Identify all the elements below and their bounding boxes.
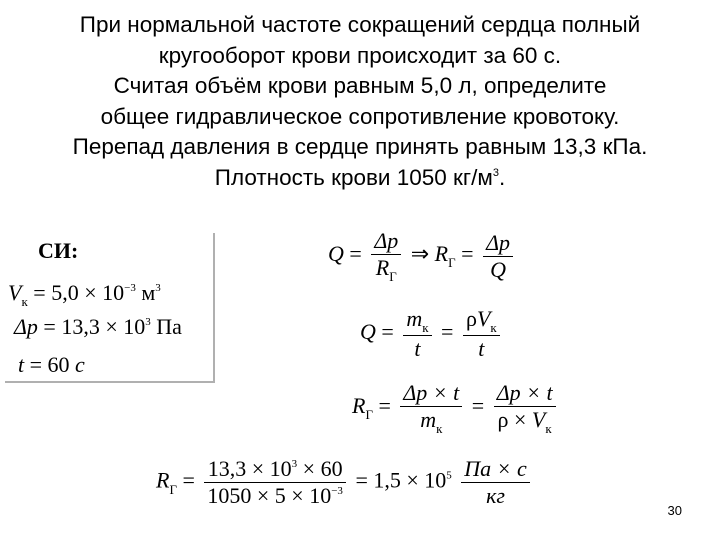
f4-unit-fraction: $\frac{Па \times с}{кг}$ bbox=[461, 456, 530, 509]
f1-numerator: Δp bbox=[371, 228, 401, 255]
formula-numeric-result: $R_Г$ = $\frac{13,3 \times 10^3 \times 60}{1050 \times 5 \times 10^{-3}}$ = $1,5 \times 10^5$ $\frac{Па \times с}{кг}$ bbox=[156, 456, 534, 509]
f1-rhs: R bbox=[434, 241, 449, 267]
f1-lhs: Q bbox=[328, 241, 344, 267]
si-title: СИ: bbox=[38, 238, 79, 263]
f2-fraction: $\frac{m_к}{t}$ bbox=[403, 306, 431, 362]
problem-line-4: общее гидравлическое сопротивление кровотоку. bbox=[100, 103, 620, 129]
volume-exponent: −3 bbox=[124, 282, 136, 294]
volume-subscript: к bbox=[21, 294, 28, 309]
f2-fraction-2: $\frac{\rho V_к}{t}$ bbox=[463, 306, 500, 362]
f4-lhs: R bbox=[156, 467, 170, 493]
density-text: Плотность крови 1050 кг/м bbox=[214, 164, 493, 190]
given-volume bbox=[8, 280, 161, 309]
problem-line-6: Плотность крови 1050 $кг/м^3$. bbox=[214, 164, 506, 190]
implies-arrow: ⇒ bbox=[410, 241, 430, 267]
pressure-value: = 13,3 × 10 bbox=[43, 314, 146, 339]
given-time bbox=[18, 352, 85, 378]
pressure-symbol: Δp bbox=[14, 314, 38, 339]
f3-fraction-2: $\frac{\Delta p \times t}{\rho \times V_к}$ bbox=[494, 380, 556, 436]
formula-flow-resistance: Q = $\frac{\Delta p}{R_Г}$ ⇒ $R_Г$ = $\frac{\Delta p}{Q}$ bbox=[328, 228, 517, 284]
f2-lhs: Q bbox=[360, 319, 376, 345]
f1-fraction bbox=[371, 228, 401, 284]
volume-symbol: V bbox=[8, 280, 22, 305]
volume-unit-exponent: 3 bbox=[155, 282, 161, 294]
problem-line-3: Считая объём крови равным 5,0 л, определите bbox=[113, 73, 607, 98]
f1-fraction-2: $\frac{\Delta p}{Q}$ bbox=[483, 230, 513, 283]
f3-fraction: $\frac{\Delta p \times t}{m_к}$ bbox=[400, 380, 462, 436]
volume-unit: м bbox=[141, 280, 156, 305]
density-exponent: 3 bbox=[492, 166, 499, 179]
problem-statement bbox=[0, 10, 720, 193]
f1-denominator: $R_Г$ bbox=[375, 255, 397, 284]
f4-result: = 1,5 × 10 bbox=[355, 467, 447, 493]
page-number: 30 bbox=[667, 503, 682, 518]
f1-eq: = bbox=[349, 241, 362, 267]
f4-result-exponent: 5 bbox=[446, 469, 452, 482]
time-symbol: t bbox=[18, 352, 25, 377]
time-unit: с bbox=[75, 352, 85, 377]
pressure-unit: Па bbox=[156, 314, 182, 339]
formula-volume-flow: Q = $\frac{m_к}{t}$ = $\frac{\rho V_к}{t}$ bbox=[360, 306, 504, 362]
problem-line-5: Перепад давления в сердце принять равным 13,3 кПа. bbox=[72, 134, 648, 159]
given-pressure bbox=[14, 314, 182, 340]
time-value: = 60 bbox=[29, 352, 70, 377]
problem-line-1: При нормальной частоте сокращений сердца полный bbox=[79, 12, 641, 37]
problem-line-2: кругооборот крови происходит за 60 с. bbox=[158, 42, 562, 68]
volume-value: = 5,0 × 10 bbox=[33, 280, 125, 305]
formula-resistance-derived: $R_Г$ = $\frac{\Delta p \times t}{m_к}$ = $\frac{\Delta p \times t}{\rho \times V_к}$ bbox=[352, 380, 560, 436]
pressure-exponent: 3 bbox=[145, 316, 151, 328]
f3-lhs: R bbox=[352, 393, 366, 419]
f4-fraction: $\frac{13,3 \times 10^3 \times 60}{1050 \times 5 \times 10^{-3}}$ bbox=[204, 456, 346, 509]
